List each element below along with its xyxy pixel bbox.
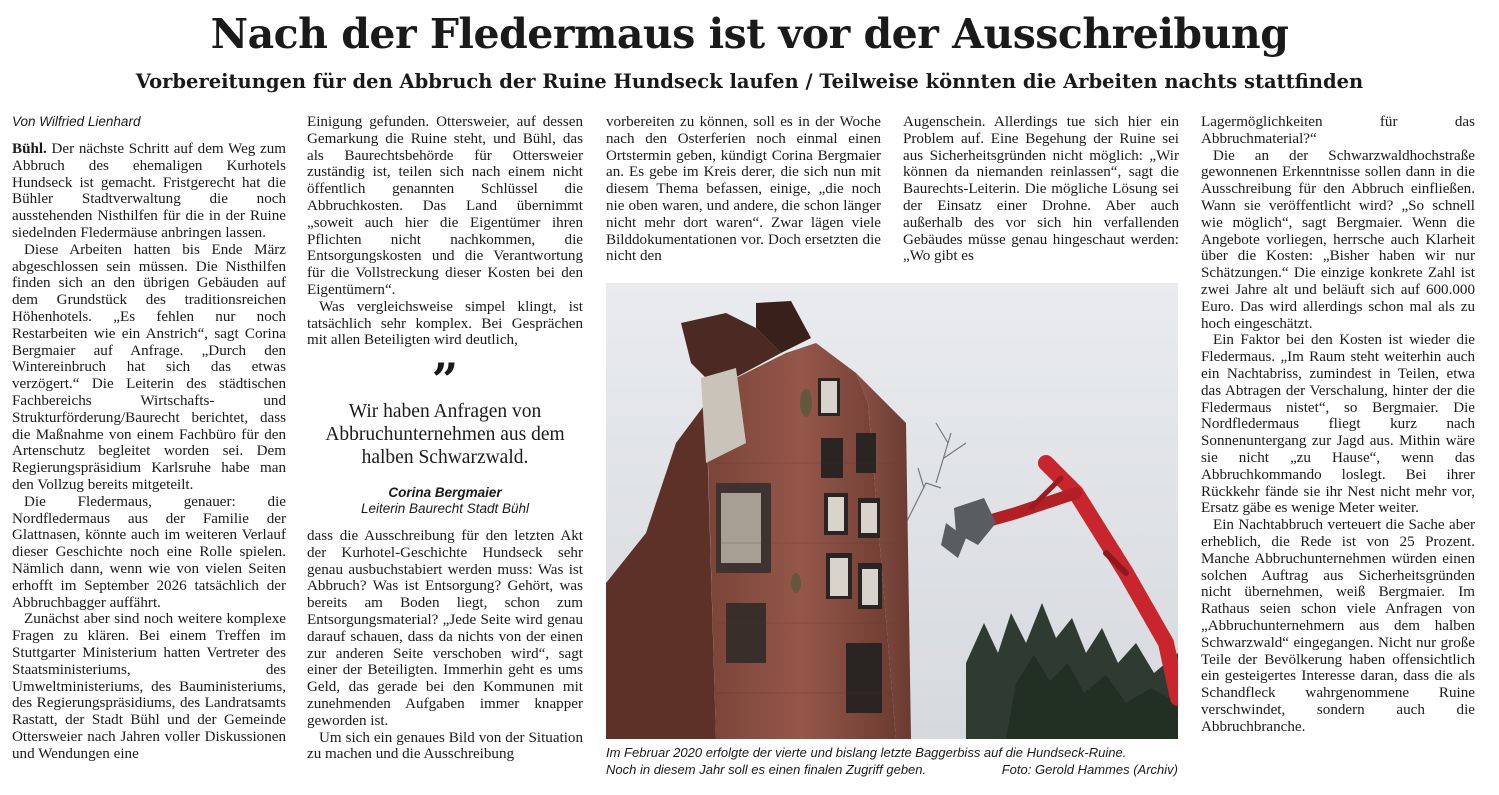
article-column-4 (903, 114, 1179, 265)
article-paragraph: Einigung gefunden. Ottersweier, auf dessen Gemarkung die Ruine steht, und Bühl, das als Baurechtsbehörde für Ottersweier zuständig ist, teilen sich nach einem nicht öffentlich genannten Schlüssel die Abbruchkosten. Das Land übernimmt „soweit auch hier die Eigentümer ihren Pflichten nicht nachkommen, die Entsorgungskosten und die Verantwortung für die Vollstreckung dieser Kosten bei den Eigentümern“. (307, 114, 583, 298)
article-column-5 (1201, 114, 1475, 735)
article-column-1 (12, 114, 286, 762)
article-paragraph: Zunächst aber sind noch weitere komplexe Fragen zu klären. Bei einem Treffen im Stuttgarter Ministerium hatten Vertreter des Staatsministeriums, des Umweltministeriums, des Bauministeriums, des Regierungspräsidiums, des Landratsamts Rastatt, der Stadt Bühl und der Gemeinde Ottersweier nach Jahren voller Diskussionen und Wendungen eine (12, 611, 286, 762)
article-paragraph: dass die Ausschreibung für den letzten Akt der Kurhotel-Geschichte Hundseck sehr genau ausbuchstabiert werden muss: Was ist Abbruch? Was ist Entsorgung? Gehört, was bereits am Boden liegt, schon zum Entsorgungsmaterial? „Jede Seite wird genau darauf schauen, dass da nichts von der einen zur anderen Seite verschoben wird“, sagt einer der Beteiligten. Immerhin geht es ums Geld, das gerade bei den Kommunen mit zunehmenden Aufgaben immer knapper geworden ist. (307, 528, 583, 729)
article-paragraph: Die an der Schwarzwaldhochstraße gewonnenen Erkenntnisse sollen dann in die Ausschreibung für den Abbruch einfließen. Wann sie veröffentlicht wird? „So schnell wie möglich“, sagt Bergmaier. Wenn die Angebote vorliegen, herrsche auch Klarheit über die Kosten: „Bisher haben wir nur Schätzungen.“ Die einzige konkrete Zahl ist zwei Jahre alt und beläuft sich auf 600.000 Euro. Das wird allerdings schon mal als zu hoch eingeschätzt. (1201, 147, 1475, 332)
caption-line-1: Im Februar 2020 erfolgte der vierte und bislang letzte Baggerbiss auf die Hundseck-Ruine. (606, 745, 1127, 760)
article-column-2-continued (307, 528, 583, 763)
article-paragraph: Die Fledermaus, genauer: die Nordfledermaus aus der Familie der Glattnasen, könnte auch im weiteren Verlauf dieser Geschichte noch eine Rolle spielen. Nämlich dann, wenn wie von vielen Seiten erhofft im September 2026 tatsächlich der Abbruchbagger auffährt. (12, 493, 286, 611)
article-paragraph: Augenschein. Allerdings tue sich hier ein Problem auf. Eine Begehung der Ruine sei aus Sicherheitsgründen nicht möglich: „Wir können da niemanden reinlassen“, sagt die Baurechts-Leiterin. Die mögliche Lösung sei der Einsatz einer Drohne. Aber auch außerhalb des vor sich hin verfallenden Gebäudes müsse genau hingeschaut werden: „Wo gibt es (903, 114, 1179, 265)
article-paragraph: Um sich ein genaues Bild von der Situation zu machen und die Ausschreibung (307, 729, 583, 763)
article-paragraph: Lagermöglichkeiten für das Abbruchmaterial?“ (1201, 114, 1475, 147)
byline: Von Wilfried Lienhard (12, 114, 141, 129)
subheadline: Vorbereitungen für den Abbruch der Ruine Hundseck laufen / Teilweise könnten die Arbeiten nachts stattfinden (135, 70, 1364, 93)
quote-mark-icon: ” (431, 353, 459, 407)
article-paragraph: vorbereiten zu können, soll es in der Woche nach den Osterferien noch einmal einen Ortstermin geben, kündigt Corina Bergmaier an. Es gebe im Kreis derer, die sich nun mit diesem Thema befassen, einige, „die noch nie oben waren, und andere, die schon länger nicht mehr dort waren“. Zwar lägen viele Bilddokumentationen vor. Doch ersetzten die nicht den (606, 114, 881, 265)
dateline: Bühl. (12, 141, 47, 157)
quote-author: Corina Bergmaier (388, 485, 502, 500)
article-photo (606, 283, 1178, 739)
headline: Nach der Fledermaus ist vor der Ausschreibung (210, 10, 1289, 58)
caption-line-2: Noch in diesem Jahr soll es einen finalen Zugriff geben. Foto: Gerold Hammes (Archiv) (606, 762, 1178, 777)
pull-quote (307, 353, 583, 517)
article-paragraph: Ein Nachtabbruch verteuert die Sache aber erheblich, die Rede ist von 25 Prozent. Manche Abbruchunternehmen würden einen solchen Auftrag aus Sicherheitsgründen nicht übernehmen, weiß Bergmaier. Im Rathaus seien schon viele Anfragen von „Abbruchunternehmern aus dem halben Schwarzwald“ eingegangen. Nicht nur große Teile der Bevölkerung haben offensichtlich ein gesteigertes Interesse daran, dass die als Schandfleck wahrgenommene Ruine verschwindet, sondern auch die Abbruchbranche. (1201, 517, 1475, 735)
article-paragraph: Diese Arbeiten hatten bis Ende März abgeschlossen sein müssen. Die Nisthilfen finden sich an den übrigen Gebäuden auf dem Grundstück des traditionsreichen Höhenhotels. „Es fehlen nur noch Restarbeiten wie ein Anstrich“, sagt Corina Bergmaier auf Anfrage. „Durch den Wintereinbruch hat sich das etwas verzögert.“ Die Leiterin des städtischen Fachbereichs Wirtschafts- und Strukturförderung/Baurecht berichtet, dass die Maßnahme von einem Fachbüro für den Artenschutz begleitet worden sei. Dem Regierungspräsidium Karlsruhe habe man den Vollzug bereits mitgeteilt. (12, 241, 286, 493)
article-paragraph: Ein Faktor bei den Kosten ist wieder die Fledermaus. „Im Raum steht weiterhin auch ein Nachtabriss, zumindest in Teilen, etwa das Abtragen der Verschalung, hinter der die Fledermaus nistet“, so Bergmaier. Die Nordfledermaus fliegt kurz nach Sonnenuntergang zur Jagd aus. Mithin wäre sie nicht „zu Hause“, wenn das Abbruchkommando loslegt. Bei ihrer Rückkehr fände sie ihr Nest nicht mehr vor, Ersatz gäbe es wenige Meter weiter. (1201, 332, 1475, 517)
photo-caption (606, 744, 1178, 778)
article-column-3 (606, 114, 881, 265)
ruin-excavator-photo (606, 283, 1178, 739)
article-column-2 (307, 114, 583, 349)
photo-credit: Foto: Gerold Hammes (Archiv) (1001, 762, 1178, 777)
quote-text: Wir haben Anfragen von Abbruchunternehmen aus dem halben Schwarzwald. (325, 401, 565, 468)
quote-author-role: Leiterin Baurecht Stadt Bühl (360, 501, 530, 516)
article-paragraph: Bühl. Der nächste Schritt auf dem Weg zum Abbruch des ehemaligen Kurhotels Hundseck ist gemacht. Fristgerecht hat die Bühler Stadtverwaltung die noch ausstehenden Nisthilfen für die in der Ruine siedelnden Fledermäuse anbringen lassen. (12, 141, 286, 241)
article-paragraph: Was vergleichsweise simpel klingt, ist tatsächlich sehr komplex. Bei Gesprächen mit allen Beteiligten wird deutlich, (307, 298, 583, 349)
